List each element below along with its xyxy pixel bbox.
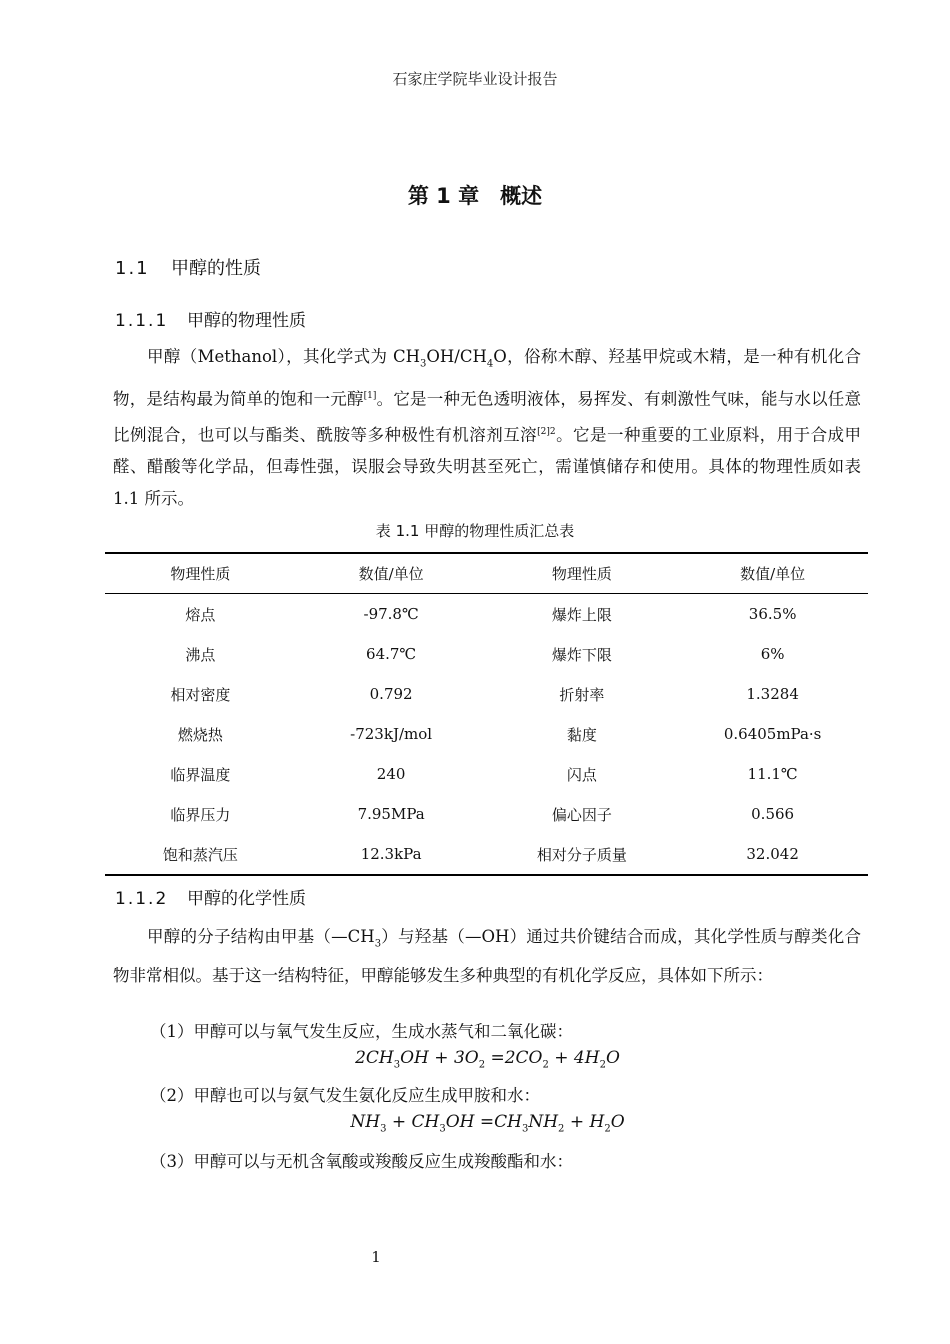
eq-term: O <box>605 1048 620 1068</box>
table-cell: 240 <box>376 765 406 783</box>
equation-amination <box>0 1112 950 1134</box>
eq-subscript: 3 <box>439 1123 446 1135</box>
table-cell: 饱和蒸汽压 <box>162 845 238 864</box>
physical-properties-table <box>105 552 868 876</box>
eq-subscript: 3 <box>393 1059 401 1071</box>
table-cell: 爆炸上限 <box>551 605 612 624</box>
eq-term: OH =CH <box>445 1112 522 1132</box>
table-row <box>105 674 868 714</box>
table-cell: -97.8℃ <box>363 605 419 623</box>
table-caption: 表 1.1 甲醇的物理性质汇总表 <box>375 522 575 540</box>
text-run: 甲醇的分子结构由甲基（—CH <box>147 927 375 946</box>
table-cell: 64.7℃ <box>366 645 417 663</box>
table-row <box>105 794 868 834</box>
subscript: 3 <box>420 358 427 370</box>
citation-ref: [2]2 <box>537 426 556 437</box>
eq-term: 2CH <box>355 1048 394 1068</box>
eq-subscript: 2 <box>558 1123 565 1135</box>
table-cell: 7.95MPa <box>357 805 425 823</box>
table-row <box>105 714 868 754</box>
page-number: 1 <box>371 1248 381 1266</box>
text-run: 甲醇（Methanol），其化学式为 CH <box>147 347 421 366</box>
chemical-properties-paragraph <box>113 921 861 992</box>
eq-term: O <box>610 1112 625 1132</box>
eq-subscript: 3 <box>521 1123 529 1135</box>
table-cell: 临界压力 <box>170 805 231 824</box>
table-cell: 相对分子质量 <box>536 845 627 864</box>
page-header: 石家庄学院毕业设计报告 <box>392 70 558 88</box>
column-header: 数值/单位 <box>296 553 487 594</box>
column-header: 物理性质 <box>105 553 296 594</box>
chapter-title: 第 1 章 概述 <box>407 184 543 208</box>
section-heading-1-1 <box>115 254 261 280</box>
eq-term: + 4H <box>548 1048 600 1068</box>
table-row <box>105 754 868 794</box>
subsection-heading-1-1-1 <box>115 306 306 331</box>
equation-combustion <box>0 1048 950 1070</box>
table-cell: 36.5% <box>748 605 797 623</box>
eq-term: NH <box>528 1112 559 1132</box>
table-cell: 黏度 <box>566 725 597 744</box>
eq-subscript: 3 <box>380 1123 387 1135</box>
table-row <box>105 834 868 875</box>
subsection-number: 1.1.1 <box>115 311 169 331</box>
table-cell: 1.3284 <box>746 685 799 703</box>
text-run: O，俗称木醇、羟基甲烷或木精，是一种有机化合物，是结构最为简单的饱和一元醇 <box>113 347 861 409</box>
table-cell: 12.3kPa <box>360 845 422 863</box>
text-run: 。它是一种无色透明液体，易挥发、有刺激性气味，能与水以任意比例混合，也可以与酯类、酰胺等多种极性有机溶剂互溶 <box>113 389 862 445</box>
column-header: 数值/单位 <box>677 553 868 594</box>
eq-term: + H <box>564 1112 605 1132</box>
table-cell: 11.1℃ <box>747 765 798 783</box>
eq-term: NH <box>350 1112 381 1132</box>
text-run: ）与羟基（—OH）通过共价键结合而成，其化学性质与醇类化合物非常相似。基于这一结构特征，甲醇能够发生多种典型的有机化学反应，具体如下所示： <box>113 927 862 986</box>
reaction-item-1: （1）甲醇可以与氧气发生反应，生成水蒸气和二氧化碳： <box>150 1022 573 1041</box>
reaction-item-3: （3）甲醇可以与无机含氧酸或羧酸反应生成羧酸酯和水： <box>150 1152 573 1171</box>
subsection-title: 甲醇的物理性质 <box>187 311 306 331</box>
subsection-number: 1.1.2 <box>115 889 169 909</box>
table-cell: 爆炸下限 <box>551 645 612 664</box>
column-header: 物理性质 <box>487 553 678 594</box>
eq-term: + CH <box>386 1112 440 1132</box>
table-cell: 偏心因子 <box>551 805 612 824</box>
section-number: 1.1 <box>115 258 150 279</box>
table-cell: 6% <box>760 645 785 663</box>
table-cell: 0.792 <box>369 685 413 703</box>
reaction-item-2: （2）甲醇也可以与氨气发生氨化反应生成甲胺和水： <box>150 1086 540 1105</box>
table-row <box>105 634 868 674</box>
table-cell: 折射率 <box>559 685 605 704</box>
subscript: 3 <box>374 938 382 950</box>
table-header-row <box>105 553 868 594</box>
table-cell: 熔点 <box>185 605 216 624</box>
subsection-heading-1-1-2 <box>115 884 306 909</box>
eq-subscript: 2 <box>599 1059 606 1071</box>
table-cell: 燃烧热 <box>177 725 223 744</box>
eq-term: OH + 3O <box>400 1048 479 1068</box>
physical-properties-paragraph <box>113 341 861 515</box>
text-run: 。它是一种重要的工业原料，用于合成甲醛、醋酸等化学品，但毒性强，误服会导致失明甚至死亡，需谨慎储存和使用。具体的物理性质如表 1.1 所示。 <box>113 425 862 509</box>
table-row <box>105 594 868 635</box>
table-cell: 0.6405mPa·s <box>723 725 822 743</box>
eq-subscript: 2 <box>478 1059 486 1071</box>
subscript: 4 <box>486 358 494 370</box>
table-cell: 0.566 <box>751 805 795 823</box>
text-run: OH/CH <box>426 347 487 366</box>
citation-ref: [1] <box>363 391 377 402</box>
eq-subscript: 2 <box>542 1059 549 1071</box>
eq-subscript: 2 <box>604 1123 611 1135</box>
table-cell: 临界温度 <box>170 765 231 784</box>
table-cell: 相对密度 <box>170 685 231 704</box>
eq-term: =2CO <box>485 1048 543 1068</box>
table-cell: 32.042 <box>746 845 799 863</box>
section-title: 甲醇的性质 <box>171 258 261 279</box>
table-cell: 沸点 <box>185 645 216 664</box>
table-cell: 闪点 <box>566 765 597 784</box>
table-cell: -723kJ/mol <box>350 725 433 743</box>
subsection-title: 甲醇的化学性质 <box>187 889 306 909</box>
